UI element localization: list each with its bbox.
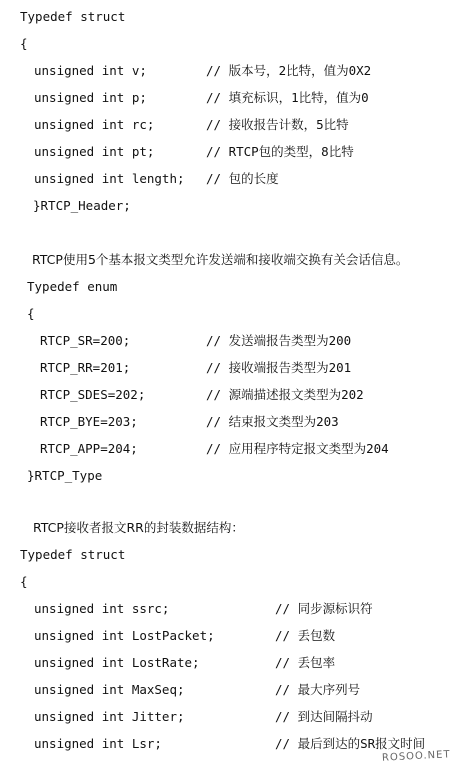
field-code: unsigned int length; bbox=[34, 171, 185, 186]
enum-comment: // 发送端报告类型为200 bbox=[206, 333, 352, 348]
enum-comment: // 源端描述报文类型为202 bbox=[206, 387, 364, 402]
open-brace: { bbox=[20, 36, 28, 51]
enum-code: RTCP_SDES=202; bbox=[40, 387, 146, 402]
enum-code: RTCP_BYE=203; bbox=[40, 414, 138, 429]
enum-comment: // 应用程序特定报文类型为204 bbox=[206, 441, 389, 456]
typedef-keyword: Typedef enum bbox=[27, 279, 118, 294]
watermark-logo: ROSOO.NET bbox=[382, 749, 452, 764]
paragraph-text: RTCP接收者报文RR的封装数据结构： bbox=[33, 520, 244, 535]
enum-comment: // 接收端报告类型为201 bbox=[206, 360, 352, 375]
field-code: unsigned int v; bbox=[34, 63, 147, 78]
field-code: unsigned int p; bbox=[34, 90, 147, 105]
field-comment: // 丢包率 bbox=[275, 655, 336, 670]
field-code: unsigned int ssrc; bbox=[34, 601, 170, 616]
enum-code: RTCP_APP=204; bbox=[40, 441, 138, 456]
enum-comment: // 结束报文类型为203 bbox=[206, 414, 339, 429]
field-comment: // 版本号，2比特，值为0X2 bbox=[206, 63, 372, 78]
field-comment: // 丢包数 bbox=[275, 628, 336, 643]
field-comment: // 最大序列号 bbox=[275, 682, 361, 697]
field-code: unsigned int pt; bbox=[34, 144, 155, 159]
field-code: unsigned int LostPacket; bbox=[34, 628, 215, 643]
field-code: unsigned int rc; bbox=[34, 117, 155, 132]
field-comment: // 接收报告计数，5比特 bbox=[206, 117, 349, 132]
field-comment: // 填充标识，1比特，值为0 bbox=[206, 90, 369, 105]
field-code: unsigned int LostRate; bbox=[34, 655, 200, 670]
field-comment: // 最后到达的SR报文时间 bbox=[275, 736, 426, 751]
field-code: unsigned int MaxSeq; bbox=[34, 682, 185, 697]
open-brace: { bbox=[20, 574, 28, 589]
close-brace-typename: }RTCP_Type bbox=[27, 468, 103, 483]
close-brace-typename: }RTCP_Header; bbox=[33, 198, 131, 213]
field-comment: // 到达间隔抖动 bbox=[275, 709, 373, 724]
paragraph-text: RTCP使用5个基本报文类型允许发送端和接收端交换有关会话信息。 bbox=[32, 252, 409, 267]
field-comment: // 包的长度 bbox=[206, 171, 279, 186]
typedef-keyword: Typedef struct bbox=[20, 547, 126, 562]
field-comment: // RTCP包的类型，8比特 bbox=[206, 144, 354, 159]
enum-code: RTCP_RR=201; bbox=[40, 360, 131, 375]
field-code: unsigned int Jitter; bbox=[34, 709, 185, 724]
open-brace: { bbox=[27, 306, 35, 321]
field-code: unsigned int Lsr; bbox=[34, 736, 162, 751]
typedef-keyword: Typedef struct bbox=[20, 9, 126, 24]
enum-code: RTCP_SR=200; bbox=[40, 333, 131, 348]
field-comment: // 同步源标识符 bbox=[275, 601, 373, 616]
